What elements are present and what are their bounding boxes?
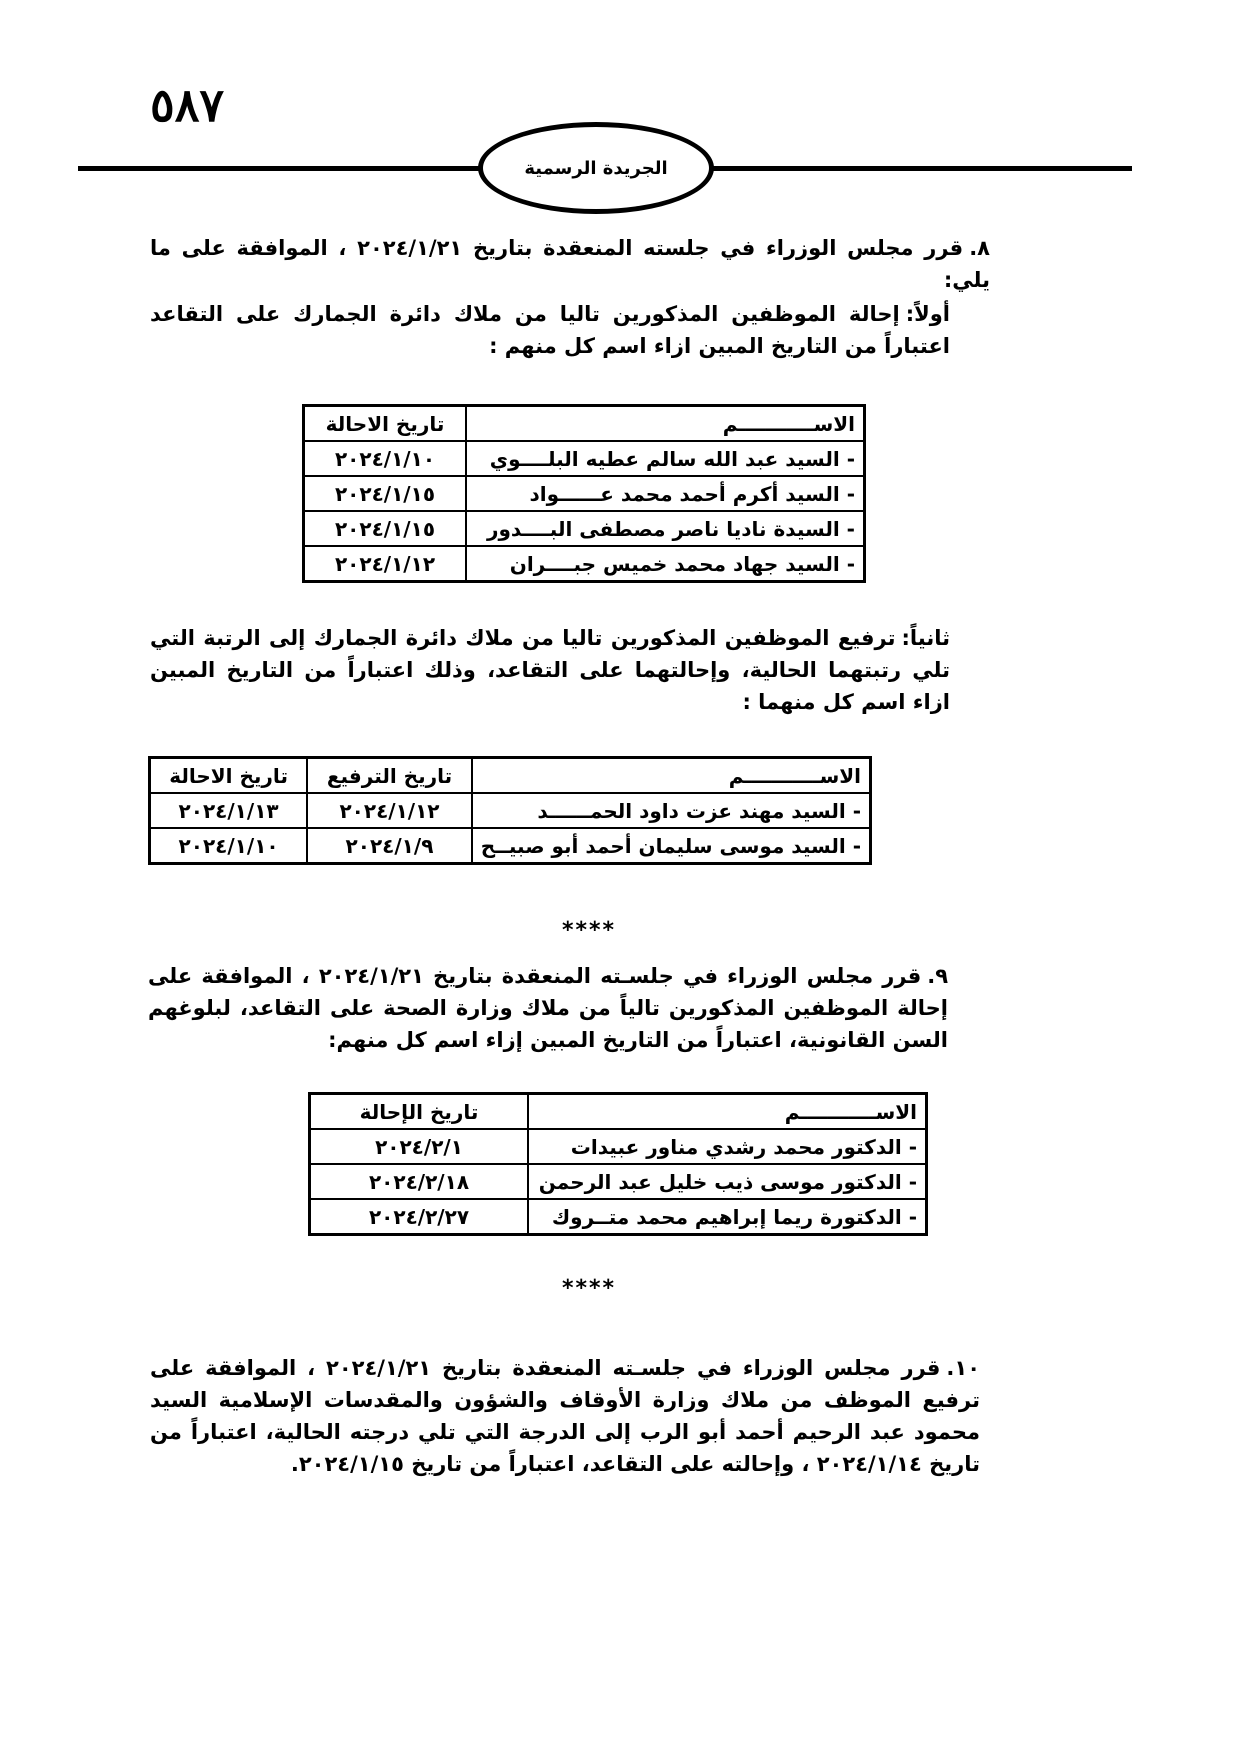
column-header-name: الاســـــــــــم — [466, 406, 865, 442]
table-header-row — [310, 1094, 927, 1130]
cell-name: - السيد جهاد محمد خميس جبــــران — [466, 546, 865, 582]
table-row — [304, 441, 865, 476]
cell-name: - الدكتور موسى ذيب خليل عبد الرحمن — [528, 1164, 927, 1199]
header-rule-left — [78, 166, 480, 171]
item8-second-paragraph — [150, 622, 950, 718]
item8-second-text: ترفيع الموظفين المذكورين تاليا من ملاك دائرة الجمارك إلى الرتبة التي تلي رتبتهما الحالية، وإحالتهما على التقاعد، وذلك اعتباراً من التاريخ المبين ازاء اسم كل منهما : — [150, 626, 950, 714]
item8-second-table — [148, 756, 872, 865]
cell-name: - السيد أكرم أحمد محمد عــــــواد — [466, 476, 865, 511]
item10-text: قرر مجلس الوزراء في جلسـته المنعقدة بتاريخ ٢٠٢٤/١/٢١ ، الموافقة على ترفيع الموظف من ملاك وزارة الأوقاف والشؤون والمقدسات الإسلامية السيد محمود عبد الرحيم أحمد أبو الرب إلى الدرجة التي تلي درجته الحالية، اعتباراً من تاريخ ٢٠٢٤/١/١٤ ، وإحالته على التقاعد، اعتباراً من تاريخ ٢٠٢٤/١/١٥. — [150, 1356, 980, 1476]
item8-first-label: أولاً: — [905, 302, 950, 326]
cell-retirement-date: ٢٠٢٤/١/١٥ — [304, 511, 467, 546]
item8-first-text: إحالة الموظفين المذكورين تاليا من ملاك دائرة الجمارك على التقاعد اعتباراً من التاريخ المبين ازاء اسم كل منهم : — [150, 302, 950, 358]
table-header-row — [150, 758, 871, 794]
item9-table — [308, 1092, 928, 1236]
table-row — [150, 793, 871, 828]
cell-promotion-date: ٢٠٢٤/١/١٢ — [307, 793, 472, 828]
column-header-retirement-date: تاريخ الإحالة — [310, 1094, 529, 1130]
header-rule-right — [712, 166, 1132, 171]
cell-retirement-date: ٢٠٢٤/٢/١٨ — [310, 1164, 529, 1199]
item10-paragraph — [150, 1352, 980, 1480]
header-title: الجريدة الرسمية — [524, 157, 668, 179]
cell-retirement-date: ٢٠٢٤/٢/٢٧ — [310, 1199, 529, 1235]
cell-retirement-date: ٢٠٢٤/١/١٠ — [304, 441, 467, 476]
table-row — [150, 828, 871, 864]
separator-stars: **** — [562, 1276, 617, 1301]
table-row — [304, 476, 865, 511]
cell-name: - السيد مهند عزت داود الحمــــــد — [472, 793, 871, 828]
column-header-name: الاســـــــــــم — [472, 758, 871, 794]
item8-intro — [150, 232, 990, 296]
cell-name: - الدكتور محمد رشدي مناور عبيدات — [528, 1129, 927, 1164]
table-row — [304, 511, 865, 546]
column-header-retirement-date: تاريخ الاحالة — [304, 406, 467, 442]
column-header-retirement-date: تاريخ الاحالة — [150, 758, 308, 794]
item10-number: ١٠. — [946, 1356, 981, 1380]
cell-retirement-date: ٢٠٢٤/٢/١ — [310, 1129, 529, 1164]
table-row — [310, 1199, 927, 1235]
cell-retirement-date: ٢٠٢٤/١/١٥ — [304, 476, 467, 511]
cell-retirement-date: ٢٠٢٤/١/١٠ — [150, 828, 308, 864]
column-header-promotion-date: تاريخ الترفيع — [307, 758, 472, 794]
separator-stars: **** — [562, 918, 617, 943]
item9-number: ٩. — [927, 964, 949, 988]
cell-retirement-date: ٢٠٢٤/١/١٣ — [150, 793, 308, 828]
cell-name: - الدكتورة ريما إبراهيم محمد متــروك — [528, 1199, 927, 1235]
cell-name: - السيد عبد الله سالم عطيه البلــــوي — [466, 441, 865, 476]
column-header-name: الاســـــــــــم — [528, 1094, 927, 1130]
cell-promotion-date: ٢٠٢٤/١/٩ — [307, 828, 472, 864]
table-row — [310, 1164, 927, 1199]
cell-name: - السيد موسى سليمان أحمد أبو صبيــح — [472, 828, 871, 864]
cell-retirement-date: ٢٠٢٤/١/١٢ — [304, 546, 467, 582]
item8-second-label: ثانياً: — [901, 626, 950, 650]
cell-name: - السيدة ناديا ناصر مصطفى البــــدور — [466, 511, 865, 546]
table-header-row — [304, 406, 865, 442]
item8-intro-text: قرر مجلس الوزراء في جلسته المنعقدة بتاريخ ٢٠٢٤/١/٢١ ، الموافقة على ما يلي: — [150, 236, 990, 292]
item8-first-table — [302, 404, 866, 583]
item9-text: قرر مجلس الوزراء في جلسـته المنعقدة بتاريخ ٢٠٢٤/١/٢١ ، الموافقة على إحالة الموظفين المذكورين تالياً من ملاك وزارة الصحة على التقاعد، لبلوغهم السن القانونية، اعتباراً من التاريخ المبين إزاء اسم كل منهم: — [148, 964, 948, 1052]
page-number: ٥٨٧ — [150, 78, 225, 132]
item9-paragraph — [148, 960, 948, 1056]
table-row — [310, 1129, 927, 1164]
item8-first-paragraph — [150, 298, 950, 362]
table-row — [304, 546, 865, 582]
item8-number: ٨. — [969, 236, 990, 260]
header-emblem — [478, 122, 714, 214]
